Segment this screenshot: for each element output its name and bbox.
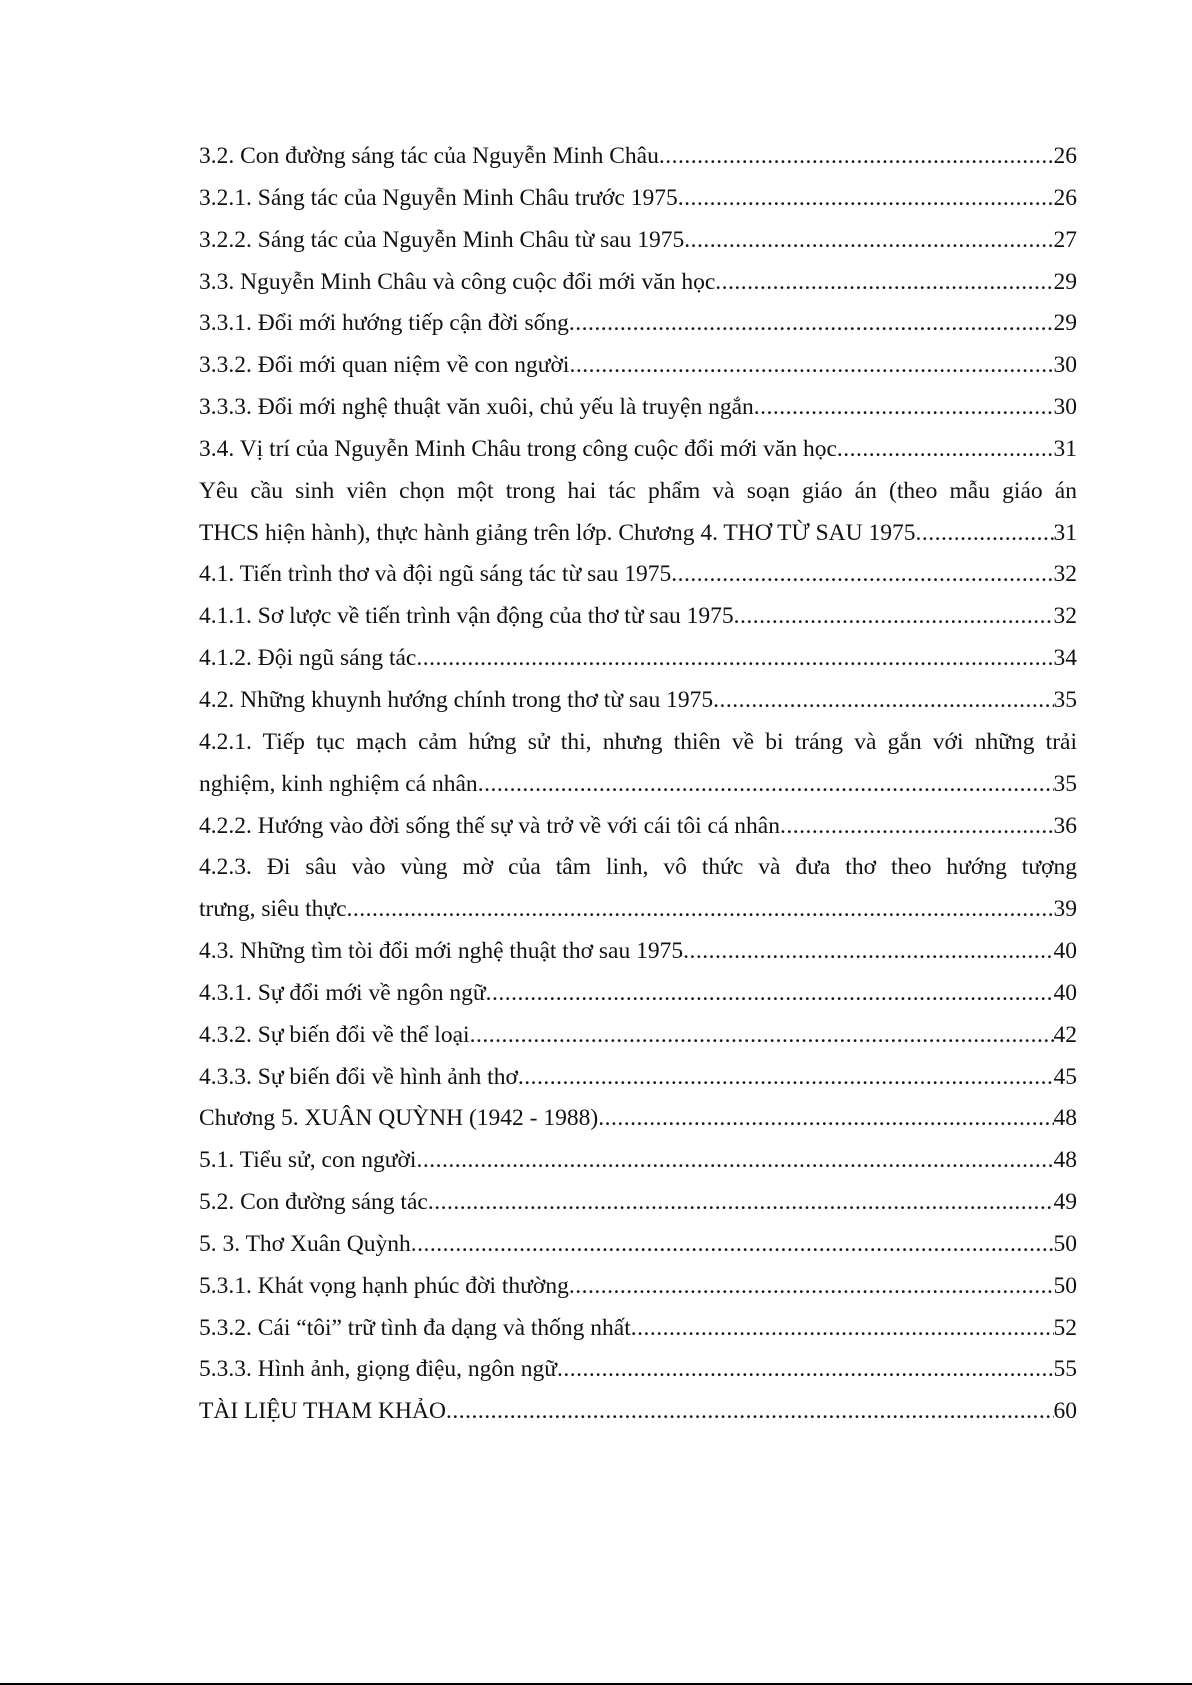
toc-entry-title: nghiệm, kinh nghiệm cá nhân [199, 770, 478, 797]
toc-entry-title: 3.2.2. Sáng tác của Nguyễn Minh Châu từ sau 1975 [199, 226, 685, 253]
toc-entry-line [199, 429, 1077, 471]
toc-entry-line [199, 1140, 1077, 1182]
toc-entry[interactable] [199, 1057, 1077, 1099]
toc-entry[interactable] [199, 1266, 1077, 1308]
toc-entry-line [199, 178, 1077, 220]
toc-page-number: 45 [1053, 1063, 1077, 1090]
toc-page-number: 40 [1053, 979, 1077, 1006]
toc-entry[interactable] [199, 1015, 1077, 1057]
dot-leader [684, 220, 1053, 262]
dot-leader [659, 136, 1054, 178]
table-of-contents [199, 136, 1077, 1433]
dot-leader [713, 680, 1053, 722]
toc-entry-line [199, 1349, 1077, 1391]
toc-page-number: 35 [1053, 686, 1077, 713]
toc-entry[interactable] [199, 973, 1077, 1015]
toc-entry-title: trưng, siêu thực [199, 896, 347, 923]
toc-page-number: 27 [1053, 226, 1077, 253]
toc-page-number: 32 [1053, 561, 1077, 588]
toc-entry[interactable] [199, 1182, 1077, 1224]
toc-entry[interactable] [199, 931, 1077, 973]
toc-entry[interactable] [199, 1349, 1077, 1391]
toc-page-number: 48 [1053, 1147, 1077, 1174]
toc-entry-title: TÀI LIỆU THAM KHẢO [199, 1398, 446, 1425]
toc-entry-line [199, 136, 1077, 178]
dot-leader [754, 387, 1054, 429]
dot-leader [428, 1182, 1054, 1224]
dot-leader [478, 764, 1054, 806]
toc-entry-title: 5.3.2. Cái “tôi” trữ tình đa dạng và thống nhất [199, 1314, 631, 1341]
toc-entry[interactable] [199, 429, 1077, 471]
dot-leader [837, 429, 1054, 471]
toc-entry-line [199, 303, 1077, 345]
toc-entry-title: 3.4. Vị trí của Nguyễn Minh Châu trong công cuộc đổi mới văn học [199, 435, 837, 462]
toc-entry[interactable] [199, 178, 1077, 220]
dot-leader [411, 1224, 1054, 1266]
toc-entry[interactable] [199, 680, 1077, 722]
toc-entry-title: 4.1.1. Sơ lược về tiến trình vận động của thơ từ sau 1975 [199, 603, 734, 630]
toc-entry-line [199, 1224, 1077, 1266]
toc-entry-title: 3.2. Con đường sáng tác của Nguyễn Minh Châu [199, 143, 659, 169]
toc-page-number: 31 [1053, 435, 1077, 462]
toc-entry[interactable] [199, 345, 1077, 387]
toc-page-number: 29 [1053, 268, 1077, 295]
toc-page-number: 30 [1053, 394, 1077, 421]
dot-leader [518, 1057, 1054, 1099]
dot-leader [569, 1266, 1054, 1308]
toc-entry-line [199, 764, 1077, 806]
toc-entry[interactable] [199, 387, 1077, 429]
toc-page-number: 48 [1053, 1105, 1077, 1132]
dot-leader [916, 513, 1054, 555]
toc-entry-title: 3.3. Nguyễn Minh Châu và công cuộc đổi mới văn học [199, 268, 716, 295]
toc-entry[interactable] [199, 1140, 1077, 1182]
toc-entry-title: 5.2. Con đường sáng tác [199, 1189, 428, 1216]
toc-entry-wrapped-line [199, 471, 1077, 513]
toc-entry-line [199, 806, 1077, 848]
toc-entry-title: 3.2.1. Sáng tác của Nguyễn Minh Châu trước 1975 [199, 184, 678, 211]
dot-leader [470, 1015, 1054, 1057]
toc-entry-line [199, 638, 1077, 680]
dot-leader [416, 1140, 1053, 1182]
dot-leader [446, 1391, 1054, 1433]
toc-entry-line [199, 1182, 1077, 1224]
toc-entry-title: 4.1.2. Đội ngũ sáng tác [199, 645, 417, 672]
toc-page-number: 55 [1053, 1356, 1077, 1383]
toc-entry-line [199, 973, 1077, 1015]
toc-entry[interactable] [199, 638, 1077, 680]
toc-entry[interactable] [199, 220, 1077, 262]
toc-entry-title: 3.3.2. Đổi mới quan niệm về con người [199, 352, 570, 379]
toc-entry-line [199, 1098, 1077, 1140]
toc-page-number: 50 [1053, 1230, 1077, 1257]
toc-page-number: 31 [1053, 519, 1077, 546]
toc-entry-line [199, 554, 1077, 596]
toc-entry[interactable] [199, 1224, 1077, 1266]
toc-entry-title: 3.3.3. Đổi mới nghệ thuật văn xuôi, chủ yếu là truyện ngắn [199, 394, 754, 421]
toc-entry[interactable] [199, 806, 1077, 848]
toc-entry-line [199, 931, 1077, 973]
toc-entry-title: 4.3.2. Sự biến đổi về thể loại [199, 1021, 470, 1048]
toc-page-number: 29 [1053, 310, 1077, 337]
toc-entry-line [199, 1057, 1077, 1099]
toc-entry[interactable] [199, 471, 1077, 555]
dot-leader [715, 262, 1053, 304]
toc-entry[interactable] [199, 847, 1077, 931]
dot-leader [671, 554, 1053, 596]
toc-entry[interactable] [199, 596, 1077, 638]
toc-entry-title: 4.3.3. Sự biến đổi về hình ảnh thơ [199, 1063, 518, 1090]
dot-leader [631, 1308, 1054, 1350]
toc-entry-title: 5.3.1. Khát vọng hạnh phúc đời thường [199, 1272, 569, 1299]
toc-entry[interactable] [199, 262, 1077, 304]
toc-page-number: 52 [1053, 1314, 1077, 1341]
toc-entry-line [199, 889, 1077, 931]
toc-entry-line [199, 220, 1077, 262]
toc-page-number: 49 [1053, 1189, 1077, 1216]
toc-entry-title: 3.3.1. Đổi mới hướng tiếp cận đời sống [199, 310, 569, 337]
toc-entry-title: 4.2.1. Tiếp tục mạch cảm hứng sử thi, nhưng thiên về bi tráng và gắn với những trải [199, 728, 1077, 755]
toc-entry-line [199, 1015, 1077, 1057]
toc-entry[interactable] [199, 1098, 1077, 1140]
toc-entry-wrapped-line [199, 847, 1077, 889]
toc-page-number: 40 [1053, 938, 1077, 965]
toc-entry-title: 4.3.1. Sự đổi mới về ngôn ngữ [199, 979, 486, 1006]
toc-entry-line [199, 596, 1077, 638]
dot-leader [569, 345, 1053, 387]
toc-entry-title: Chương 5. XUÂN QUỲNH (1942 - 1988) [199, 1105, 599, 1132]
toc-entry-title: 4.2.2. Hướng vào đời sống thế sự và trở về với cái tôi cá nhân [199, 812, 780, 839]
toc-entry-title: 5. 3. Thơ Xuân Quỳnh [199, 1230, 411, 1257]
toc-entry[interactable] [199, 1391, 1077, 1433]
toc-entry-line [199, 262, 1077, 304]
toc-entry[interactable] [199, 554, 1077, 596]
toc-entry-title: 4.1. Tiến trình thơ và đội ngũ sáng tác từ sau 1975 [199, 561, 672, 588]
toc-entry[interactable] [199, 303, 1077, 345]
toc-page-number: 30 [1053, 352, 1077, 379]
toc-page-number: 26 [1053, 184, 1077, 211]
toc-entry-line [199, 1391, 1077, 1433]
toc-entry-line [199, 345, 1077, 387]
toc-page-number: 35 [1053, 770, 1077, 797]
dot-leader [557, 1349, 1053, 1391]
dot-leader [683, 931, 1053, 973]
toc-page-number: 60 [1053, 1398, 1077, 1425]
toc-entry[interactable] [199, 1308, 1077, 1350]
dot-leader [734, 596, 1054, 638]
toc-entry-line [199, 680, 1077, 722]
dot-leader [678, 178, 1054, 220]
dot-leader [598, 1098, 1053, 1140]
toc-entry-title: 5.1. Tiểu sử, con người [199, 1147, 417, 1174]
toc-entry-title: 5.3.3. Hình ảnh, giọng điệu, ngôn ngữ [199, 1356, 558, 1383]
toc-page-number: 34 [1053, 645, 1077, 672]
toc-entry-title: THCS hiện hành), thực hành giảng trên lớp. Chương 4. THƠ TỪ SAU 1975 [199, 519, 916, 546]
toc-entry-line [199, 387, 1077, 429]
toc-page-number: 26 [1053, 143, 1077, 169]
toc-entry-title: Yêu cầu sinh viên chọn một trong hai tác phẩm và soạn giáo án (theo mẫu giáo án [199, 477, 1077, 504]
toc-entry-title: 4.2.3. Đi sâu vào vùng mờ của tâm linh, vô thức và đưa thơ theo hướng tượng [199, 854, 1077, 881]
toc-page-number: 39 [1053, 896, 1077, 923]
toc-page-number: 36 [1053, 812, 1077, 839]
toc-entry[interactable] [199, 722, 1077, 806]
toc-page-number: 32 [1053, 603, 1077, 630]
toc-entry[interactable] [199, 136, 1077, 178]
dot-leader [780, 806, 1054, 848]
dot-leader [416, 638, 1053, 680]
toc-entry-line [199, 1266, 1077, 1308]
toc-page-number: 50 [1053, 1272, 1077, 1299]
dot-leader [569, 303, 1054, 345]
toc-entry-line [199, 513, 1077, 555]
toc-entry-title: 4.2. Những khuynh hướng chính trong thơ từ sau 1975 [199, 686, 714, 713]
toc-page-number: 42 [1053, 1021, 1077, 1048]
toc-entry-wrapped-line [199, 722, 1077, 764]
toc-entry-line [199, 1308, 1077, 1350]
toc-entry-title: 4.3. Những tìm tòi đổi mới nghệ thuật thơ sau 1975 [199, 938, 684, 965]
dot-leader [486, 973, 1054, 1015]
dot-leader [347, 889, 1054, 931]
